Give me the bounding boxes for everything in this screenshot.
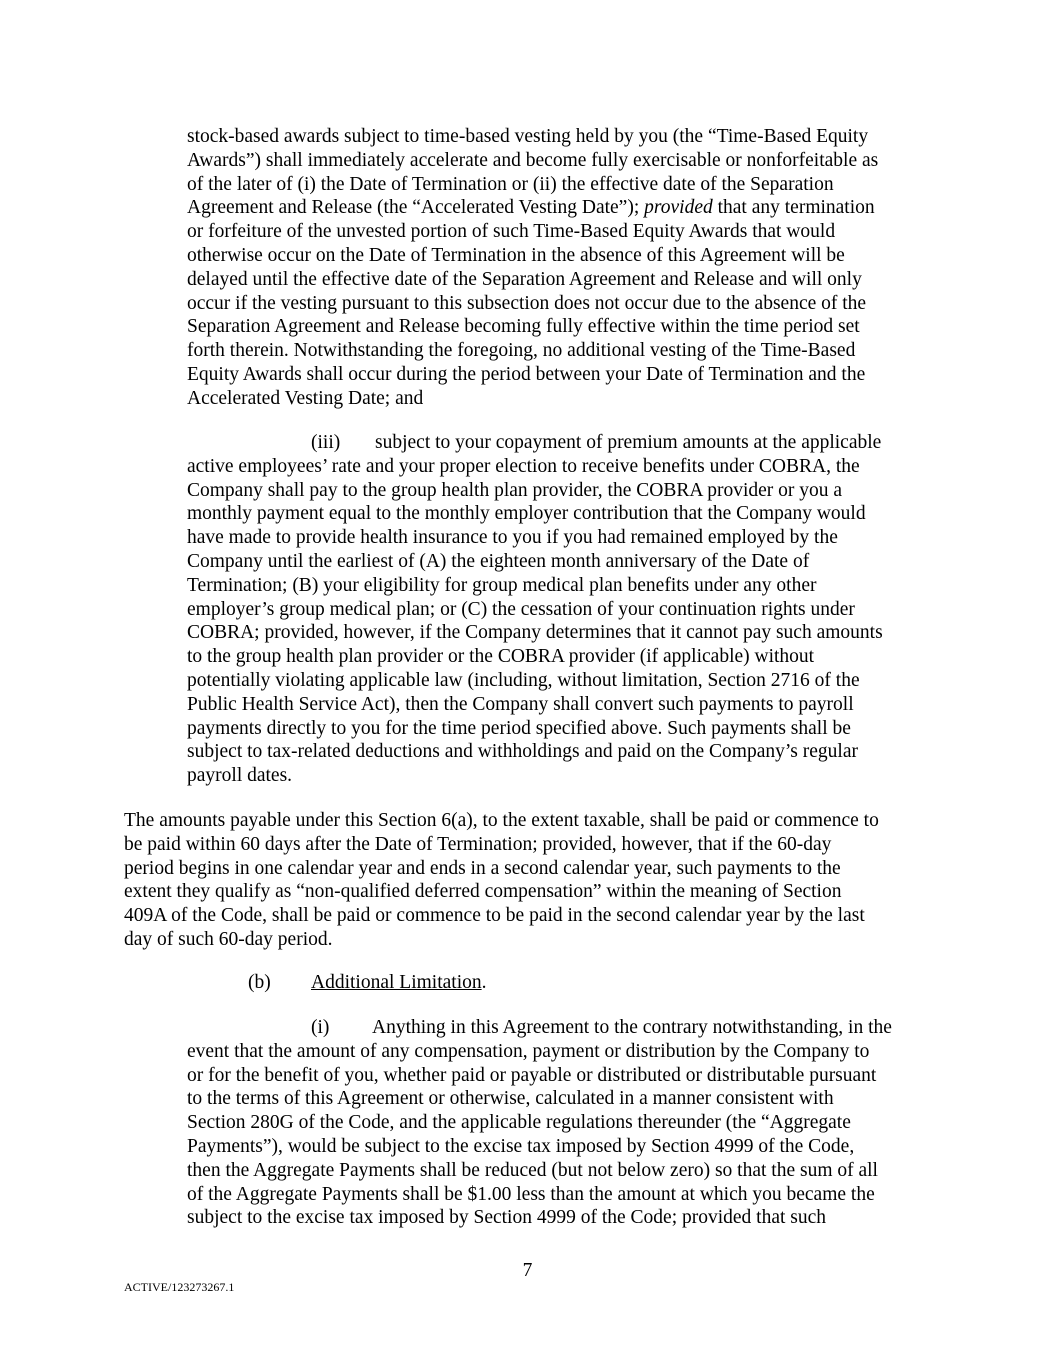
- text-line: monthly payment equal to the monthly employer contribution that the Company would: [187, 503, 866, 525]
- text-line: delayed until the effective date of the Separation Agreement and Release and will only: [187, 268, 862, 290]
- text-line: to the group health plan provider or the COBRA provider (if applicable) without: [187, 646, 815, 668]
- text-line: day of such 60-day period.: [124, 928, 333, 950]
- text-line: Termination; (B) your eligibility for group medical plan benefits under any other: [187, 574, 817, 596]
- text-segment: Anything in this Agreement to the contrary notwithstanding, in the: [372, 1017, 892, 1038]
- text-line: be paid within 60 days after the Date of Termination; provided, however, that if the 60-day: [124, 833, 832, 855]
- item-iii-paragraph: [187, 431, 883, 788]
- item-iii-first-line: [187, 431, 883, 455]
- text-line: payments directly to you for the time period specified above. Such payments shall be: [187, 717, 851, 739]
- text-line: COBRA; provided, however, if the Company determines that it cannot pay such amounts: [187, 622, 883, 644]
- text-line: Company until the earliest of (A) the eighteen month anniversary of the Date of: [187, 550, 810, 572]
- text-line: to the terms of this Agreement or otherwise, calculated in a manner consistent with: [187, 1088, 834, 1110]
- text-line: payroll dates.: [187, 765, 293, 787]
- text-line: Awards”) shall immediately accelerate and become fully exercisable or nonforfeitable as: [187, 149, 879, 171]
- text-line: active employees’ rate and your proper election to receive benefits under COBRA, the: [187, 455, 860, 477]
- text-line: Company shall pay to the group health plan provider, the COBRA provider or you a: [187, 479, 843, 501]
- text-line: employer’s group medical plan; or (C) the cessation of your continuation rights under: [187, 598, 855, 620]
- item-iii-label: (iii): [311, 432, 341, 453]
- item-i-first-line: [187, 1016, 892, 1040]
- text-line: potentially violating applicable law (including, without limitation, Section 2716 of the: [187, 669, 860, 691]
- text-line: Payments”), would be subject to the excise tax imposed by Section 4999 of the Code,: [187, 1135, 855, 1157]
- text-line: Section 280G of the Code, and the applicable regulations thereunder (the “Aggregate: [187, 1112, 851, 1134]
- text-line: occur if the vesting pursuant to this subsection does not occur due to the absence of the: [187, 292, 867, 314]
- text-line: forth therein. Notwithstanding the foregoing, no additional vesting of the Time-Based: [187, 340, 856, 362]
- text-line: period begins in one calendar year and ends in a second calendar year, such payments to the: [124, 857, 841, 879]
- page-number: 7: [522, 1260, 533, 1281]
- text-line: Separation Agreement and Release becoming fully effective within the time period set: [187, 316, 860, 338]
- italic-provided: provided: [644, 197, 713, 219]
- amounts-paragraph: [124, 809, 879, 952]
- section-b-title-suffix: .: [481, 972, 487, 993]
- text-segment: that any termination: [712, 197, 875, 219]
- continued-paragraph: [187, 125, 878, 411]
- section-b-label: (b): [248, 972, 271, 993]
- text-line: then the Aggregate Payments shall be reduced (but not below zero) so that the sum of all: [187, 1159, 878, 1181]
- item-i-paragraph: [187, 1016, 892, 1230]
- text-line: 409A of the Code, shall be paid or commence to be paid in the second calendar year by the last: [124, 905, 865, 927]
- text-line: The amounts payable under this Section 6(a), to the extent taxable, shall be paid or commence to: [124, 810, 879, 831]
- section-b-heading: [248, 971, 486, 995]
- text-line: of the Aggregate Payments shall be $1.00 less than the amount at which you became the: [187, 1183, 875, 1205]
- text-line: Accelerated Vesting Date; and: [187, 387, 424, 409]
- text-segment: Agreement and Release (the “Accelerated Vesting Date”);: [187, 197, 645, 219]
- text-line: subject to tax-related deductions and withholdings and paid on the Company’s regular: [187, 741, 858, 763]
- text-line: or forfeiture of the unvested portion of such Time-Based Equity Awards that would: [187, 221, 836, 243]
- text-line: of the later of (i) the Date of Termination or (ii) the effective date of the Separation: [187, 173, 834, 195]
- text-line: stock-based awards subject to time-based vesting held by you (the “Time-Based Equity: [187, 126, 869, 147]
- text-line: extent they qualify as “non-qualified deferred compensation” within the meaning of Section: [124, 881, 842, 903]
- text-line: otherwise occur on the Date of Termination in the absence of this Agreement will be: [187, 244, 845, 266]
- text-line: or for the benefit of you, whether paid or payable or distributed or distributable pursuant: [187, 1064, 877, 1086]
- text-line: have made to provide health insurance to you if you had remained employed by the: [187, 527, 838, 549]
- text-line: event that the amount of any compensation, payment or distribution by the Company to: [187, 1040, 870, 1062]
- section-b-title: Additional Limitation: [311, 972, 482, 993]
- text-line: subject to the excise tax imposed by Section 4999 of the Code; provided that such: [187, 1207, 827, 1229]
- item-i-label: (i): [311, 1017, 330, 1038]
- text-line: [187, 196, 878, 220]
- text-line: Public Health Service Act), then the Company shall convert such payments to payroll: [187, 693, 854, 715]
- footer-document-id: ACTIVE/123273267.1: [124, 1280, 235, 1294]
- text-line: Equity Awards shall occur during the period between your Date of Termination and the: [187, 363, 866, 385]
- text-segment: subject to your copayment of premium amounts at the applicable: [375, 432, 882, 453]
